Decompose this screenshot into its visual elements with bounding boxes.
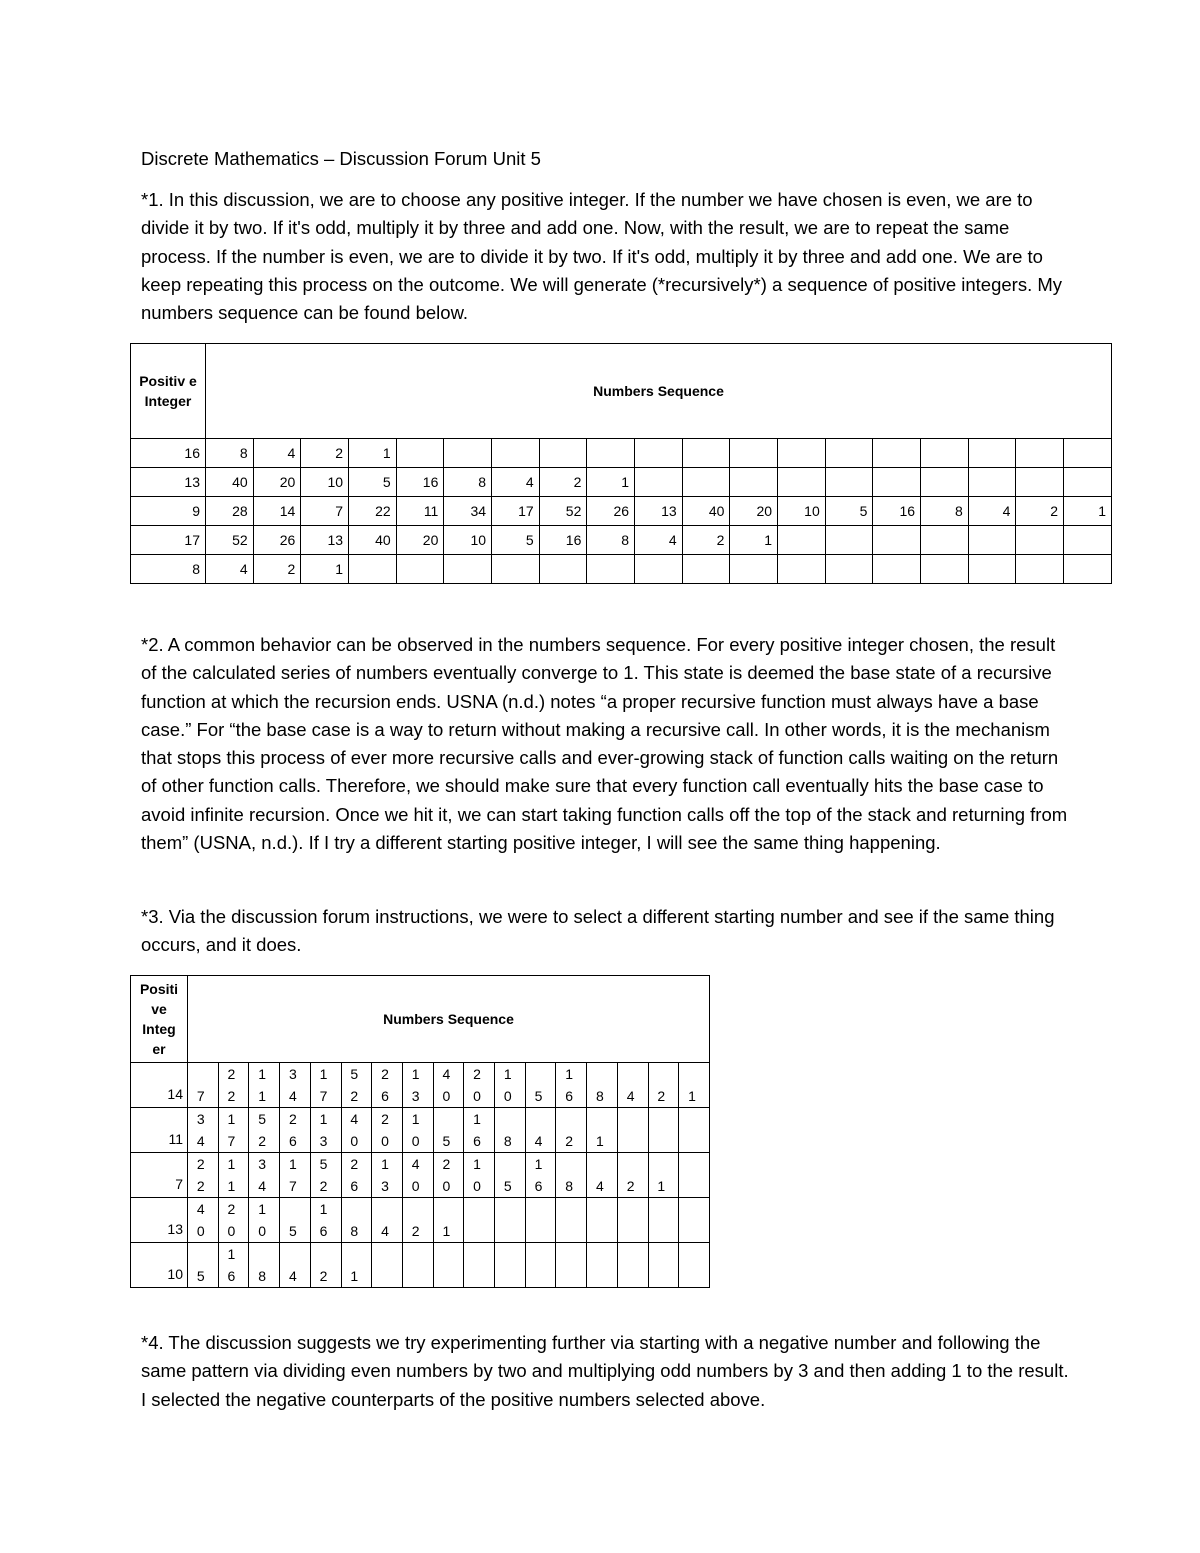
sequence-value: 2 [319, 1268, 328, 1284]
sequence-cell [341, 1153, 372, 1198]
sequence-cell [188, 1063, 219, 1108]
sequence-cell [873, 439, 921, 468]
sequence-cell: 10 [778, 497, 826, 526]
sequence-cell: 4 [635, 526, 683, 555]
sequence-cell [402, 1108, 433, 1153]
document-title: Discrete Mathematics – Discussion Forum Unit 5 [141, 148, 541, 169]
sequence-cell [464, 1108, 495, 1153]
sequence-cell: 26 [253, 526, 301, 555]
sequence-cell [968, 439, 1016, 468]
sequence-cell [495, 1243, 526, 1288]
sequence-cell: 16 [539, 526, 587, 555]
sequence-value: 10 [473, 1156, 481, 1194]
sequence-cell [492, 555, 540, 584]
sequence-value: 4 [595, 1178, 604, 1194]
sequence-cell [372, 1063, 403, 1108]
sequence-cell [280, 1153, 311, 1198]
sequence-cell [249, 1153, 280, 1198]
sequence-value: 5 [442, 1133, 451, 1149]
sequence-cell [679, 1063, 710, 1108]
sequence-value: 20 [442, 1156, 451, 1194]
sequence-value: 13 [319, 1111, 328, 1149]
paragraph-1: *1. In this discussion, we are to choose any positive integer. If the number we have chosen is even, we are to divide it by two. If it's odd, multiply it by three and add one. Now, with the result, we are to repeat the same process. If the number is even, we are to divide it by two. If it's odd, multiply it by three and add one. We are to keep repeating this process on the outcome. We will generate (*recursively*) a sequence of positive integers. My numbers sequence can be found below. [141, 189, 1063, 324]
sequence-cell [648, 1243, 679, 1288]
sequence-value: 17 [227, 1111, 236, 1149]
sequence-value: 16 [319, 1201, 328, 1239]
sequence-value: 40 [196, 1201, 205, 1239]
sequence-cell: 2 [1016, 497, 1064, 526]
sequence-cell [679, 1198, 710, 1243]
sequence-cell [218, 1198, 249, 1243]
sequence-cell: 11 [396, 497, 444, 526]
sequence-value: 5 [196, 1268, 205, 1284]
sequence-cell [495, 1108, 526, 1153]
sequence-cell [310, 1108, 341, 1153]
sequence-value: 20 [381, 1111, 389, 1149]
sequence-cell [525, 1063, 556, 1108]
sequence-cell [648, 1063, 679, 1108]
sequence-cell: 4 [206, 555, 254, 584]
sequence-cell [617, 1243, 648, 1288]
sequence-cell [464, 1063, 495, 1108]
sequence-cell: 8 [587, 526, 635, 555]
sequence-value: 5 [503, 1178, 512, 1194]
sequence-cell [825, 468, 873, 497]
sequence-cell [433, 1063, 464, 1108]
sequence-cell: 7 [301, 497, 349, 526]
sequence-cell [280, 1063, 311, 1108]
sequence-cell [495, 1063, 526, 1108]
sequence-cell [648, 1108, 679, 1153]
sequence-cell: 34 [444, 497, 492, 526]
sequence-cell [372, 1243, 403, 1288]
sequence-cell [587, 1243, 618, 1288]
sequence-cell [433, 1243, 464, 1288]
sequence-cell [556, 1243, 587, 1288]
sequence-cell [778, 468, 826, 497]
sequence-value: 1 [657, 1178, 666, 1194]
sequence-value: 16 [534, 1156, 543, 1194]
sequence-cell: 4 [492, 468, 540, 497]
sequence-cell [280, 1108, 311, 1153]
sequence-cell: 52 [539, 497, 587, 526]
start-value-cell: 11 [131, 1108, 188, 1153]
paragraph-2: *2. A common behavior can be observed in the numbers sequence. For every positive integer chosen, the result of the calculated series of numbers eventually converge to 1. This state is deemed the base state of a recursive function at which the recursion ends. USNA (n.d.) notes “a proper recursive function must always have a base case.” For “the base case is a way to return without making a recursive call. In other words, it is the mechanism that stops this process of ever more recursive calls and ever-growing stack of function calls waiting on the return of other function calls. Therefore, we should make sure that every function call eventually hits the base case to avoid infinite recursion. Once we hit it, we can start taking function calls off the top of the stack and returning from them” (USNA, n.d.). If I try a different starting positive integer, I will see the same thing happening. [141, 634, 1068, 854]
sequence-value: 10 [411, 1111, 420, 1149]
sequence-cell [188, 1108, 219, 1153]
start-value-cell: 10 [131, 1243, 188, 1288]
table-body [131, 1063, 710, 1288]
sequence-cell: 10 [301, 468, 349, 497]
sequence-cell [921, 555, 969, 584]
sequence-table-1 [130, 343, 1112, 584]
start-value-cell: 7 [131, 1153, 188, 1198]
sequence-cell [968, 555, 1016, 584]
sequence-cell [310, 1153, 341, 1198]
table-row [131, 555, 1112, 584]
sequence-value: 2 [565, 1133, 574, 1149]
sequence-cell [341, 1108, 372, 1153]
sequence-cell [433, 1153, 464, 1198]
sequence-cell [1064, 439, 1112, 468]
sequence-value: 1 [442, 1223, 451, 1239]
sequence-cell [444, 439, 492, 468]
sequence-cell [249, 1243, 280, 1288]
sequence-cell [218, 1108, 249, 1153]
sequence-cell: 1 [301, 555, 349, 584]
sequence-value: 40 [442, 1066, 451, 1104]
sequence-table-2 [130, 975, 710, 1288]
sequence-cell [218, 1063, 249, 1108]
sequence-cell: 13 [635, 497, 683, 526]
sequence-value: 4 [534, 1133, 543, 1149]
table-row [131, 1108, 710, 1153]
sequence-cell [495, 1198, 526, 1243]
sequence-cell [525, 1198, 556, 1243]
sequence-cell [188, 1198, 219, 1243]
sequence-value: 16 [227, 1246, 236, 1284]
sequence-cell [679, 1153, 710, 1198]
sequence-cell [730, 439, 778, 468]
sequence-cell [1016, 555, 1064, 584]
sequence-cell [617, 1198, 648, 1243]
sequence-value: 10 [258, 1201, 267, 1239]
sequence-value: 40 [411, 1156, 420, 1194]
sequence-value: 22 [196, 1156, 205, 1194]
sequence-cell: 2 [682, 526, 730, 555]
sequence-cell [249, 1108, 280, 1153]
sequence-cell [679, 1243, 710, 1288]
sequence-cell: 40 [206, 468, 254, 497]
sequence-cell [249, 1198, 280, 1243]
sequence-cell [968, 468, 1016, 497]
sequence-value: 4 [288, 1268, 297, 1284]
sequence-cell [679, 1108, 710, 1153]
numbers-sequence-header: Numbers Sequence [188, 976, 710, 1063]
sequence-value: 13 [381, 1156, 389, 1194]
sequence-cell: 16 [396, 468, 444, 497]
sequence-cell [525, 1243, 556, 1288]
sequence-value: 4 [626, 1088, 635, 1104]
sequence-cell: 1 [730, 526, 778, 555]
sequence-cell: 1 [1064, 497, 1112, 526]
sequence-cell [495, 1153, 526, 1198]
sequence-cell [556, 1108, 587, 1153]
sequence-value: 8 [258, 1268, 267, 1284]
sequence-cell: 52 [206, 526, 254, 555]
sequence-cell: 10 [444, 526, 492, 555]
sequence-cell: 4 [968, 497, 1016, 526]
sequence-value: 20 [227, 1201, 236, 1239]
sequence-cell: 2 [539, 468, 587, 497]
sequence-value: 8 [565, 1178, 574, 1194]
sequence-cell [444, 555, 492, 584]
sequence-cell [921, 468, 969, 497]
sequence-cell: 20 [253, 468, 301, 497]
sequence-cell [587, 439, 635, 468]
sequence-value: 8 [595, 1088, 604, 1104]
sequence-value: 52 [319, 1156, 328, 1194]
sequence-cell: 40 [349, 526, 397, 555]
sequence-value: 5 [534, 1088, 543, 1104]
table-header-row [131, 976, 710, 1063]
start-value-cell: 9 [131, 497, 206, 526]
sequence-cell [396, 555, 444, 584]
sequence-cell [730, 555, 778, 584]
sequence-cell [310, 1198, 341, 1243]
table-body [131, 439, 1112, 584]
start-value-cell: 8 [131, 555, 206, 584]
sequence-value: 1 [350, 1268, 359, 1284]
sequence-value: 26 [381, 1066, 389, 1104]
sequence-cell [778, 555, 826, 584]
sequence-cell [1016, 468, 1064, 497]
sequence-cell: 8 [206, 439, 254, 468]
sequence-cell [372, 1153, 403, 1198]
sequence-cell [525, 1108, 556, 1153]
sequence-value: 40 [350, 1111, 359, 1149]
sequence-cell: 8 [444, 468, 492, 497]
paragraph-4: *4. The discussion suggests we try experimenting further via starting with a negative number and following the same pattern via dividing even numbers by two and multiplying odd numbers by 3 and then adding 1 to the result. I selected the negative counterparts of the positive numbers selected above. [141, 1332, 1069, 1410]
sequence-cell [556, 1153, 587, 1198]
sequence-value: 34 [196, 1111, 205, 1149]
sequence-cell [648, 1153, 679, 1198]
table-row [131, 1063, 710, 1108]
sequence-cell [635, 468, 683, 497]
sequence-value: 8 [503, 1133, 512, 1149]
table-row [131, 468, 1112, 497]
sequence-cell [402, 1063, 433, 1108]
sequence-cell [648, 1198, 679, 1243]
sequence-cell [539, 439, 587, 468]
table-row [131, 497, 1112, 526]
sequence-cell: 26 [587, 497, 635, 526]
table-row [131, 1243, 710, 1288]
sequence-cell [778, 439, 826, 468]
sequence-value: 22 [227, 1066, 236, 1104]
sequence-value: 16 [565, 1066, 574, 1104]
paragraph-3: *3. Via the discussion forum instructions, we were to select a different starting number and see if the same thing occurs, and it does. [141, 906, 1055, 956]
sequence-cell [280, 1243, 311, 1288]
sequence-value: 34 [288, 1066, 297, 1104]
sequence-cell: 5 [825, 497, 873, 526]
sequence-cell [280, 1198, 311, 1243]
sequence-cell [873, 555, 921, 584]
sequence-cell [587, 1153, 618, 1198]
sequence-cell [617, 1063, 648, 1108]
sequence-cell [525, 1153, 556, 1198]
sequence-value: 4 [381, 1223, 389, 1239]
sequence-cell [188, 1243, 219, 1288]
sequence-cell [968, 526, 1016, 555]
sequence-value: 10 [503, 1066, 512, 1104]
sequence-value: 17 [288, 1156, 297, 1194]
sequence-cell [1064, 555, 1112, 584]
table-row [131, 526, 1112, 555]
sequence-cell [402, 1243, 433, 1288]
sequence-cell: 14 [253, 497, 301, 526]
sequence-cell [341, 1198, 372, 1243]
sequence-cell [539, 555, 587, 584]
sequence-value: 2 [657, 1088, 666, 1104]
sequence-cell [778, 526, 826, 555]
sequence-cell [433, 1198, 464, 1243]
sequence-cell [921, 439, 969, 468]
table-row [131, 1153, 710, 1198]
sequence-cell [587, 1198, 618, 1243]
sequence-cell [396, 439, 444, 468]
sequence-cell: 40 [682, 497, 730, 526]
sequence-cell [587, 555, 635, 584]
sequence-cell [825, 555, 873, 584]
sequence-cell [682, 439, 730, 468]
start-value-cell: 13 [131, 468, 206, 497]
sequence-cell [492, 439, 540, 468]
start-value-cell: 17 [131, 526, 206, 555]
sequence-cell [1064, 468, 1112, 497]
sequence-value: 13 [411, 1066, 420, 1104]
sequence-cell [464, 1153, 495, 1198]
sequence-cell [249, 1063, 280, 1108]
positive-integer-header: Positiv e Integer [131, 344, 206, 439]
sequence-cell: 20 [396, 526, 444, 555]
sequence-cell: 4 [253, 439, 301, 468]
sequence-cell [635, 439, 683, 468]
sequence-value: 11 [227, 1156, 236, 1194]
sequence-cell [349, 555, 397, 584]
sequence-cell: 20 [730, 497, 778, 526]
sequence-value: 1 [595, 1133, 604, 1149]
start-value-cell: 14 [131, 1063, 188, 1108]
sequence-cell [310, 1063, 341, 1108]
sequence-cell [587, 1108, 618, 1153]
sequence-cell [587, 1063, 618, 1108]
sequence-cell [635, 555, 683, 584]
sequence-cell: 1 [587, 468, 635, 497]
sequence-cell [372, 1108, 403, 1153]
sequence-value: 52 [350, 1066, 359, 1104]
sequence-cell [617, 1153, 648, 1198]
sequence-cell [341, 1063, 372, 1108]
sequence-value: 1 [688, 1088, 696, 1104]
sequence-value: 34 [258, 1156, 267, 1194]
sequence-cell [730, 468, 778, 497]
start-value-cell: 13 [131, 1198, 188, 1243]
sequence-cell: 5 [349, 468, 397, 497]
sequence-cell: 28 [206, 497, 254, 526]
sequence-cell [1016, 526, 1064, 555]
sequence-cell [402, 1153, 433, 1198]
sequence-value: 2 [626, 1178, 635, 1194]
sequence-value: 5 [288, 1223, 297, 1239]
numbers-sequence-header: Numbers Sequence [206, 344, 1112, 439]
positive-integer-header: Positi ve Integ er [131, 976, 188, 1063]
sequence-cell [310, 1243, 341, 1288]
sequence-cell [1016, 439, 1064, 468]
sequence-cell [188, 1153, 219, 1198]
sequence-cell [682, 468, 730, 497]
sequence-cell [464, 1243, 495, 1288]
sequence-cell [464, 1198, 495, 1243]
sequence-cell [218, 1153, 249, 1198]
sequence-cell [825, 526, 873, 555]
table-row [131, 439, 1112, 468]
sequence-cell [1064, 526, 1112, 555]
sequence-cell: 17 [492, 497, 540, 526]
sequence-value: 16 [473, 1111, 481, 1149]
sequence-value: 26 [350, 1156, 359, 1194]
sequence-cell [372, 1198, 403, 1243]
sequence-cell: 22 [349, 497, 397, 526]
sequence-cell [682, 555, 730, 584]
sequence-value: 20 [473, 1066, 481, 1104]
sequence-cell: 13 [301, 526, 349, 555]
sequence-cell [556, 1063, 587, 1108]
sequence-cell [873, 526, 921, 555]
sequence-value: 52 [258, 1111, 267, 1149]
sequence-cell: 16 [873, 497, 921, 526]
sequence-cell [218, 1243, 249, 1288]
sequence-cell [433, 1108, 464, 1153]
sequence-cell [825, 439, 873, 468]
sequence-cell [617, 1108, 648, 1153]
sequence-cell: 2 [301, 439, 349, 468]
sequence-cell [921, 526, 969, 555]
sequence-cell [873, 468, 921, 497]
sequence-value: 26 [288, 1111, 297, 1149]
sequence-cell: 8 [921, 497, 969, 526]
sequence-value: 17 [319, 1066, 328, 1104]
sequence-value: 11 [258, 1066, 267, 1104]
sequence-cell: 2 [253, 555, 301, 584]
sequence-cell [341, 1243, 372, 1288]
sequence-cell [556, 1198, 587, 1243]
table-header-row [131, 344, 1112, 439]
sequence-cell: 1 [349, 439, 397, 468]
sequence-value: 2 [411, 1223, 420, 1239]
start-value-cell: 16 [131, 439, 206, 468]
table-row [131, 1198, 710, 1243]
sequence-value: 7 [196, 1088, 205, 1104]
sequence-cell: 5 [492, 526, 540, 555]
sequence-value: 8 [350, 1223, 359, 1239]
sequence-cell [402, 1198, 433, 1243]
